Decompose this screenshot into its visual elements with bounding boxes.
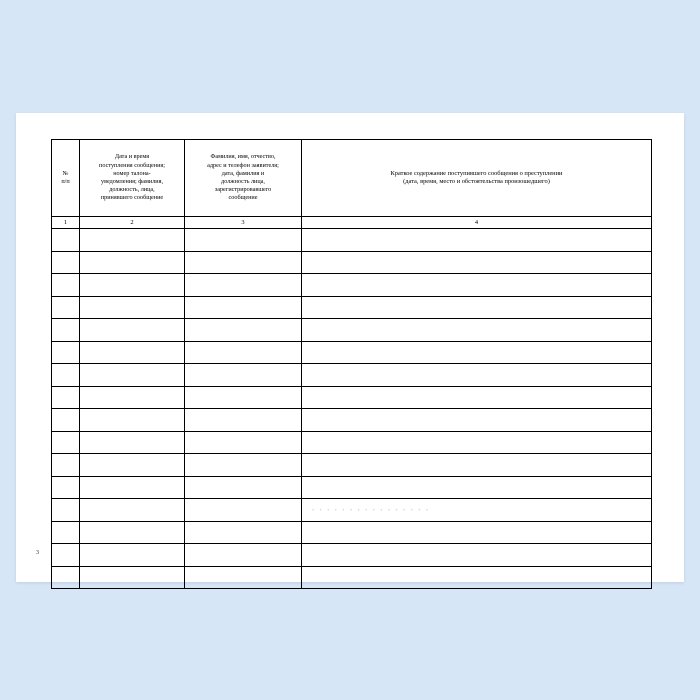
table-cell[interactable] bbox=[52, 566, 80, 589]
table-cell[interactable] bbox=[302, 454, 652, 477]
table-cell[interactable] bbox=[302, 521, 652, 544]
table-cell[interactable] bbox=[52, 386, 80, 409]
column-number-row bbox=[52, 217, 652, 229]
header-line: адрес и телефон заявителя; bbox=[207, 161, 279, 169]
document-page bbox=[16, 113, 684, 582]
table-row[interactable] bbox=[52, 251, 652, 274]
table-row[interactable] bbox=[52, 476, 652, 499]
table-cell[interactable] bbox=[185, 229, 302, 252]
column-number-3: 3 bbox=[185, 217, 302, 229]
table-cell[interactable] bbox=[80, 296, 185, 319]
table-cell[interactable] bbox=[52, 319, 80, 342]
table-cell[interactable] bbox=[185, 319, 302, 342]
table-cell[interactable] bbox=[302, 409, 652, 432]
table-cell[interactable] bbox=[52, 296, 80, 319]
table-cell[interactable] bbox=[302, 319, 652, 342]
table-cell[interactable] bbox=[52, 454, 80, 477]
table-header-row bbox=[52, 140, 652, 217]
table-cell[interactable] bbox=[80, 319, 185, 342]
table-cell[interactable] bbox=[185, 296, 302, 319]
table-row[interactable] bbox=[52, 229, 652, 252]
table-cell[interactable] bbox=[185, 544, 302, 567]
table-cell[interactable] bbox=[185, 409, 302, 432]
column-number-1: 1 bbox=[52, 217, 80, 229]
table-row[interactable] bbox=[52, 544, 652, 567]
table-cell[interactable] bbox=[185, 454, 302, 477]
table-row[interactable] bbox=[52, 319, 652, 342]
page-number: 3 bbox=[36, 550, 39, 556]
table-row[interactable] bbox=[52, 521, 652, 544]
header-line: должность лица, bbox=[221, 178, 265, 185]
table-cell[interactable] bbox=[185, 274, 302, 297]
table-cell[interactable] bbox=[302, 364, 652, 387]
table-cell[interactable] bbox=[302, 274, 652, 297]
header-line: номер талона- bbox=[113, 169, 151, 177]
column-header-message-summary bbox=[302, 140, 652, 217]
header-line: уведомления; фамилия, bbox=[100, 178, 164, 185]
table-cell[interactable] bbox=[80, 544, 185, 567]
table-cell[interactable] bbox=[302, 386, 652, 409]
header-line: принявшего сообщение bbox=[100, 194, 164, 202]
table-cell[interactable] bbox=[80, 521, 185, 544]
table-cell[interactable] bbox=[80, 341, 185, 364]
table-cell[interactable] bbox=[52, 431, 80, 454]
table-cell[interactable] bbox=[80, 251, 185, 274]
table-cell[interactable] bbox=[52, 409, 80, 432]
table-cell[interactable] bbox=[80, 364, 185, 387]
header-line: поступления сообщения; bbox=[99, 161, 165, 169]
table-cell[interactable] bbox=[80, 499, 185, 522]
table-row[interactable] bbox=[52, 454, 652, 477]
header-line: сообщение bbox=[228, 194, 258, 202]
table-cell[interactable] bbox=[80, 274, 185, 297]
column-number-4: 4 bbox=[302, 217, 652, 229]
table-cell[interactable] bbox=[185, 386, 302, 409]
table-cell[interactable] bbox=[302, 251, 652, 274]
table-cell[interactable] bbox=[80, 431, 185, 454]
header-line: (дата, время, место и обстоятельства произошедшего) bbox=[403, 178, 550, 185]
table-cell[interactable] bbox=[185, 341, 302, 364]
table-cell[interactable] bbox=[80, 409, 185, 432]
table-cell[interactable] bbox=[302, 296, 652, 319]
header-line: дата, фамилия и bbox=[221, 169, 265, 177]
table-cell[interactable] bbox=[302, 566, 652, 589]
table-cell[interactable] bbox=[302, 431, 652, 454]
table-cell[interactable] bbox=[302, 229, 652, 252]
column-header-number bbox=[52, 140, 80, 217]
table-cell[interactable] bbox=[80, 229, 185, 252]
header-line: п/п bbox=[61, 178, 70, 185]
column-header-message-receipt bbox=[80, 140, 185, 217]
table-row[interactable] bbox=[52, 431, 652, 454]
table-cell[interactable] bbox=[185, 521, 302, 544]
table-cell[interactable] bbox=[80, 386, 185, 409]
header-line: Краткое содержание поступившего сообщения о преступлении bbox=[390, 169, 563, 177]
column-number-2: 2 bbox=[80, 217, 185, 229]
table-cell[interactable] bbox=[185, 499, 302, 522]
table-cell[interactable] bbox=[302, 499, 652, 522]
table-cell[interactable] bbox=[52, 251, 80, 274]
table-cell[interactable] bbox=[52, 544, 80, 567]
table-cell[interactable] bbox=[80, 454, 185, 477]
table-cell[interactable] bbox=[302, 476, 652, 499]
table-row[interactable] bbox=[52, 341, 652, 364]
header-line: № bbox=[62, 169, 69, 177]
registration-journal-table bbox=[51, 139, 652, 589]
table-cell[interactable] bbox=[185, 364, 302, 387]
table-cell[interactable] bbox=[52, 229, 80, 252]
table-row[interactable] bbox=[52, 274, 652, 297]
table-cell[interactable] bbox=[185, 251, 302, 274]
table-cell[interactable] bbox=[185, 431, 302, 454]
table-cell[interactable] bbox=[302, 341, 652, 364]
table-cell[interactable] bbox=[52, 274, 80, 297]
table-row[interactable] bbox=[52, 566, 652, 589]
column-header-applicant-details bbox=[185, 140, 302, 217]
table-cell[interactable] bbox=[52, 341, 80, 364]
table-row[interactable] bbox=[52, 386, 652, 409]
table-row[interactable] bbox=[52, 409, 652, 432]
table-cell[interactable] bbox=[52, 521, 80, 544]
header-line: Дата и время bbox=[114, 153, 150, 161]
table-cell[interactable] bbox=[52, 476, 80, 499]
header-line: должность, лица, bbox=[109, 186, 155, 194]
table-row[interactable] bbox=[52, 499, 652, 522]
table-cell[interactable] bbox=[302, 544, 652, 567]
header-line: Фамилия, имя, отчество, bbox=[210, 153, 276, 161]
table-row[interactable] bbox=[52, 296, 652, 319]
table-cell[interactable] bbox=[185, 476, 302, 499]
table-cell[interactable] bbox=[52, 364, 80, 387]
header-line: зарегистрировавшего bbox=[214, 186, 272, 194]
table-cell[interactable] bbox=[80, 476, 185, 499]
table-body bbox=[52, 229, 652, 589]
table-cell[interactable] bbox=[52, 499, 80, 522]
table-cell[interactable] bbox=[80, 566, 185, 589]
table-cell[interactable] bbox=[185, 566, 302, 589]
table-row[interactable] bbox=[52, 364, 652, 387]
watermark-text: • • • • • • • • • • • • • • • • bbox=[311, 508, 431, 514]
